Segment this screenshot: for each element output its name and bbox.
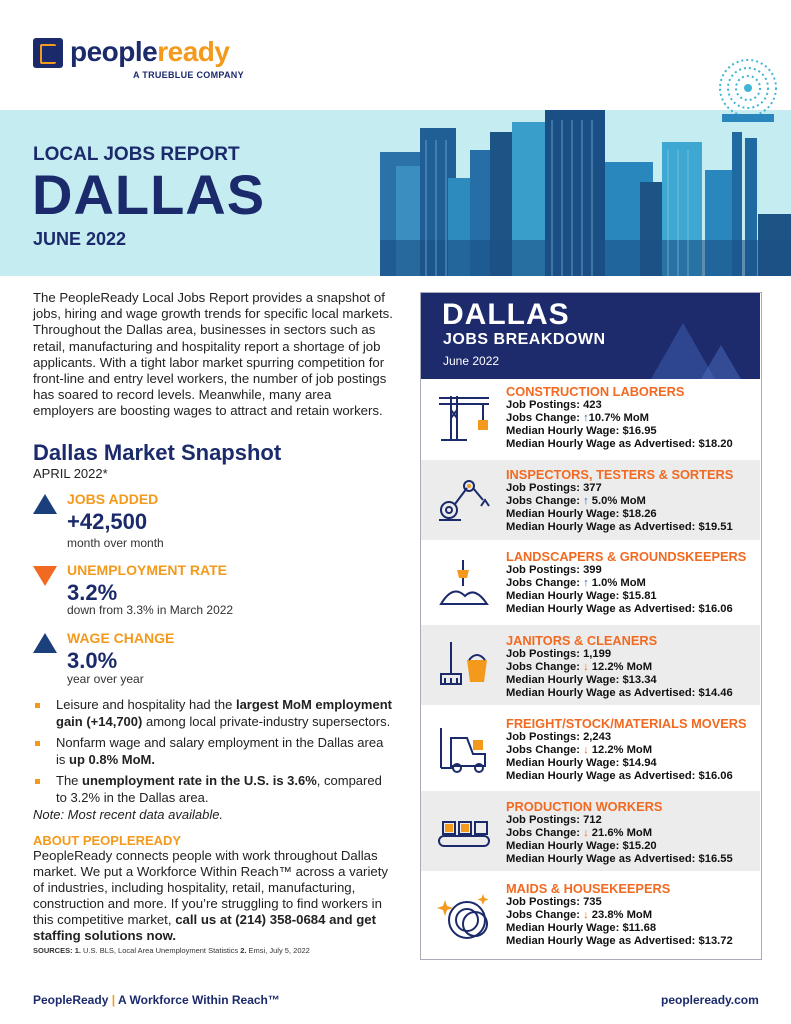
advertised-wage: Median Hourly Wage as Advertised: $16.55 (506, 853, 733, 865)
stat-note: down from 3.3% in March 2022 (67, 603, 234, 617)
job-card (506, 881, 733, 948)
down-arrow-icon: ↓ (583, 827, 589, 839)
job-postings: Job Postings: 423 (506, 399, 602, 411)
panel-title: DALLAS (442, 298, 570, 331)
phone-cta[interactable]: call us at (214) 358-0684 and get staffing solutions now. (33, 912, 377, 943)
job-title: MAIDS & HOUSEKEEPERS (506, 881, 671, 896)
footer-url-link[interactable]: peopleready.com (661, 993, 759, 1007)
reunion-tower-icon (708, 56, 788, 126)
down-arrow-icon (33, 566, 57, 586)
job-postings: Job Postings: 2,243 (506, 731, 612, 743)
job-postings: Job Postings: 377 (506, 482, 602, 494)
list-item: Leisure and hospitality had the largest MoM employment gain (+14,700) among local private-industry supersectors. (33, 697, 395, 730)
about-heading: ABOUT PEOPLEREADY (33, 833, 182, 848)
job-card (506, 549, 746, 616)
median-wage: Median Hourly Wage: $11.68 (506, 922, 657, 934)
jobs-change: Jobs Change: ↓ 21.6% MoM (506, 827, 653, 839)
list-item: Nonfarm wage and salary employment in the Dallas area is up 0.8% MoM. (33, 735, 395, 768)
job-title: FREIGHT/STOCK/MATERIALS MOVERS (506, 716, 747, 731)
stat-label: JOBS ADDED (67, 491, 159, 507)
job-title: CONSTRUCTION LABORERS (506, 384, 685, 399)
job-card (506, 467, 733, 534)
job-postings: Job Postings: 712 (506, 814, 602, 826)
mop-bucket-icon (437, 638, 491, 692)
jobs-change: Jobs Change: ↑10.7% MoM (506, 412, 649, 424)
advertised-wage: Median Hourly Wage as Advertised: $18.20 (506, 438, 733, 450)
robotic-arm-icon (437, 474, 491, 528)
stat-value: +42,500 (67, 509, 148, 534)
median-wage: Median Hourly Wage: $18.26 (506, 508, 657, 520)
jobs-change: Jobs Change: ↑ 1.0% MoM (506, 577, 646, 589)
stat-label: WAGE CHANGE (67, 630, 175, 646)
stat-value: 3.0% (67, 648, 118, 673)
report-date: JUNE 2022 (33, 229, 127, 249)
stat-note: month over month (67, 536, 164, 550)
forklift-icon (437, 722, 491, 776)
median-wage: Median Hourly Wage: $14.94 (506, 757, 657, 769)
shovel-icon (437, 556, 491, 610)
advertised-wage: Median Hourly Wage as Advertised: $16.06 (506, 770, 733, 782)
down-arrow-icon: ↓ (583, 909, 589, 921)
stat-label: UNEMPLOYMENT RATE (67, 562, 227, 578)
up-arrow-icon: ↑ (583, 412, 589, 424)
up-arrow-icon: ↑ (583, 577, 589, 589)
job-title: INSPECTORS, TESTERS & SORTERS (506, 467, 734, 482)
job-card (506, 384, 733, 451)
stat-note: year over year (67, 672, 144, 686)
stat-value: 3.2% (67, 580, 118, 605)
sparkling-plates-icon (437, 890, 491, 944)
logo-tagline: A TRUEBLUE COMPANY (133, 70, 244, 80)
snapshot-subtitle: APRIL 2022* (33, 466, 108, 481)
jobs-change: Jobs Change: ↓ 12.2% MoM (506, 661, 653, 673)
down-arrow-icon: ↓ (583, 661, 589, 673)
advertised-wage: Median Hourly Wage as Advertised: $16.06 (506, 603, 733, 615)
intro-paragraph: The PeopleReady Local Jobs Report provides a snapshot of jobs, hiring and wage growth trends for specific local markets. Throughout the Dallas area, businesses in sectors such as retail, manufacturing and hospitality report a shortage of job applicants. With a tight labor market spurring competition for front-line and entry level workers, the number of job postings has soared to record levels. Meanwhile, many area employers are boosting wages to attract and retain workers. (33, 290, 393, 419)
job-card (506, 716, 747, 783)
logo-icon (33, 38, 63, 68)
panel-subtitle: JOBS BREAKDOWN (443, 331, 606, 348)
job-card (506, 799, 733, 866)
crane-icon (437, 390, 491, 444)
up-arrow-icon (33, 633, 57, 653)
data-note: Note: Most recent data available. (33, 807, 224, 822)
median-wage: Median Hourly Wage: $13.34 (506, 674, 657, 686)
highlights-list (33, 697, 395, 811)
jobs-change: Jobs Change: ↑ 5.0% MoM (506, 495, 646, 507)
down-arrow-icon: ↓ (583, 744, 589, 756)
conveyor-icon (437, 806, 491, 860)
median-wage: Median Hourly Wage: $16.95 (506, 425, 657, 437)
job-title: PRODUCTION WORKERS (506, 799, 663, 814)
list-item: The unemployment rate in the U.S. is 3.6%, compared to 3.2% in the Dallas area. (33, 773, 395, 806)
advertised-wage: Median Hourly Wage as Advertised: $19.51 (506, 521, 733, 533)
up-arrow-icon (33, 494, 57, 514)
median-wage: Median Hourly Wage: $15.20 (506, 840, 657, 852)
job-card (506, 633, 733, 700)
job-postings: Job Postings: 1,199 (506, 648, 612, 660)
advertised-wage: Median Hourly Wage as Advertised: $14.46 (506, 687, 733, 699)
about-paragraph: PeopleReady connects people with work throughout Dallas market. We put a Workforce Within Reach™ across a variety of industries, including hospitality, retail, manufacturing, construction and more. If you’re struggling to find workers in this competitive market, call us at (214) 358-0684 and get staffing solutions now. (33, 848, 388, 943)
sources: SOURCES: 1. U.S. BLS, Local Area Unemployment Statistics 2. Emsi, July 5, 2022 (33, 946, 310, 955)
snapshot-title: Dallas Market Snapshot (33, 440, 282, 465)
panel-date: June 2022 (443, 354, 500, 368)
job-postings: Job Postings: 399 (506, 564, 602, 576)
logo-wordmark: peopleready (70, 36, 230, 67)
job-title: LANDSCAPERS & GROUNDSKEEPERS (506, 549, 747, 564)
median-wage: Median Hourly Wage: $15.81 (506, 590, 657, 602)
report-kicker: LOCAL JOBS REPORT (33, 144, 240, 165)
footer-brand: PeopleReady | A Workforce Within Reach™ (33, 993, 280, 1007)
jobs-change: Jobs Change: ↓ 23.8% MoM (506, 909, 653, 921)
up-arrow-icon: ↑ (583, 495, 589, 507)
job-postings: Job Postings: 735 (506, 896, 602, 908)
job-title: JANITORS & CLEANERS (506, 633, 658, 648)
advertised-wage: Median Hourly Wage as Advertised: $13.72 (506, 935, 733, 947)
page-title: DALLAS (32, 163, 266, 226)
jobs-change: Jobs Change: ↓ 12.2% MoM (506, 744, 653, 756)
